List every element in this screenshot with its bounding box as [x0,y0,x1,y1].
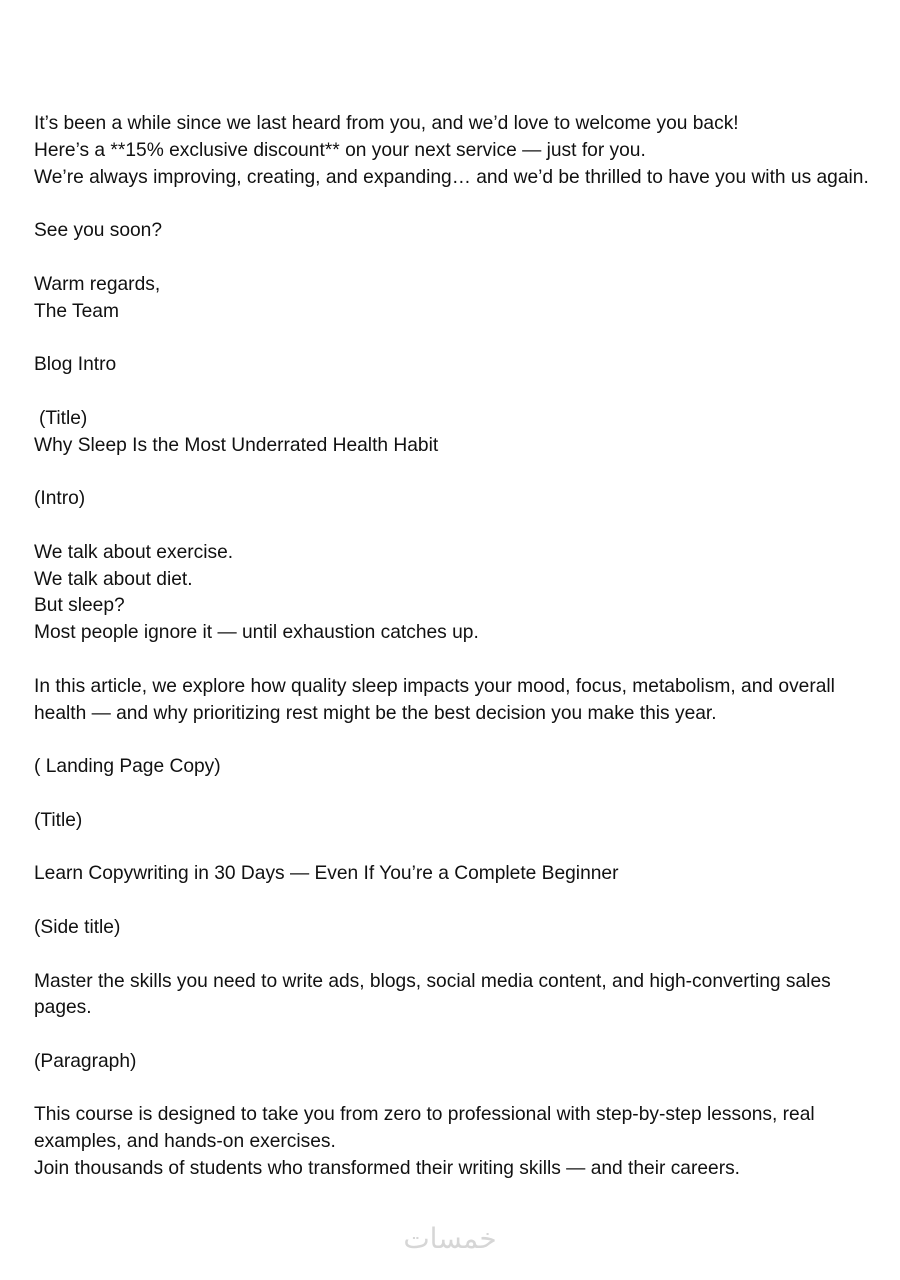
landing-side-title-label: (Side title) [34,916,121,938]
landing-heading: ( Landing Page Copy) [34,756,221,778]
email-section [34,111,884,325]
landing-side-title: Master the skills you need to write ads, blogs, social media content, and high-converting sales pages. [34,970,831,1019]
document-body [34,111,884,1183]
blog-section [34,352,884,727]
watermark-logo: خمسات [403,1222,497,1255]
email-signoff: Warm regards, [34,273,161,295]
landing-paragraph-label: (Paragraph) [34,1050,137,1072]
blog-intro-line: We talk about diet. [34,568,193,590]
blog-intro-line: But sleep? [34,595,125,617]
landing-section [34,754,884,1183]
email-signature: The Team [34,300,119,322]
email-line-1: It’s been a while since we last heard from you, and we’d love to welcome you back! [34,113,739,134]
email-line-2: Here’s a **15% exclusive discount** on your next service — just for you. [34,139,646,161]
blog-title: Why Sleep Is the Most Underrated Health Habit [34,434,439,456]
blog-intro-line: Most people ignore it — until exhaustion catches up. [34,622,479,644]
landing-title-label: (Title) [34,809,83,831]
landing-paragraph-line-1: This course is designed to take you from zero to professional with step-by-step lessons, real examples, and hands-on exercises. [34,1104,815,1153]
email-question: See you soon? [34,220,163,242]
blog-intro-label: (Intro) [34,488,86,510]
blog-title-label: (Title) [39,407,88,429]
blog-heading: Blog Intro [34,354,117,376]
landing-paragraph-line-2: Join thousands of students who transformed their writing skills — and their careers. [34,1158,741,1180]
email-line-3: We’re always improving, creating, and expanding… and we’d be thrilled to have you with us again. [34,166,869,188]
blog-intro-line: We talk about exercise. [34,541,234,563]
blog-paragraph: In this article, we explore how quality sleep impacts your mood, focus, metabolism, and overall health — and why prioritizing rest might be the best decision you make this year. [34,675,835,724]
landing-title: Learn Copywriting in 30 Days — Even If You’re a Complete Beginner [34,863,619,885]
